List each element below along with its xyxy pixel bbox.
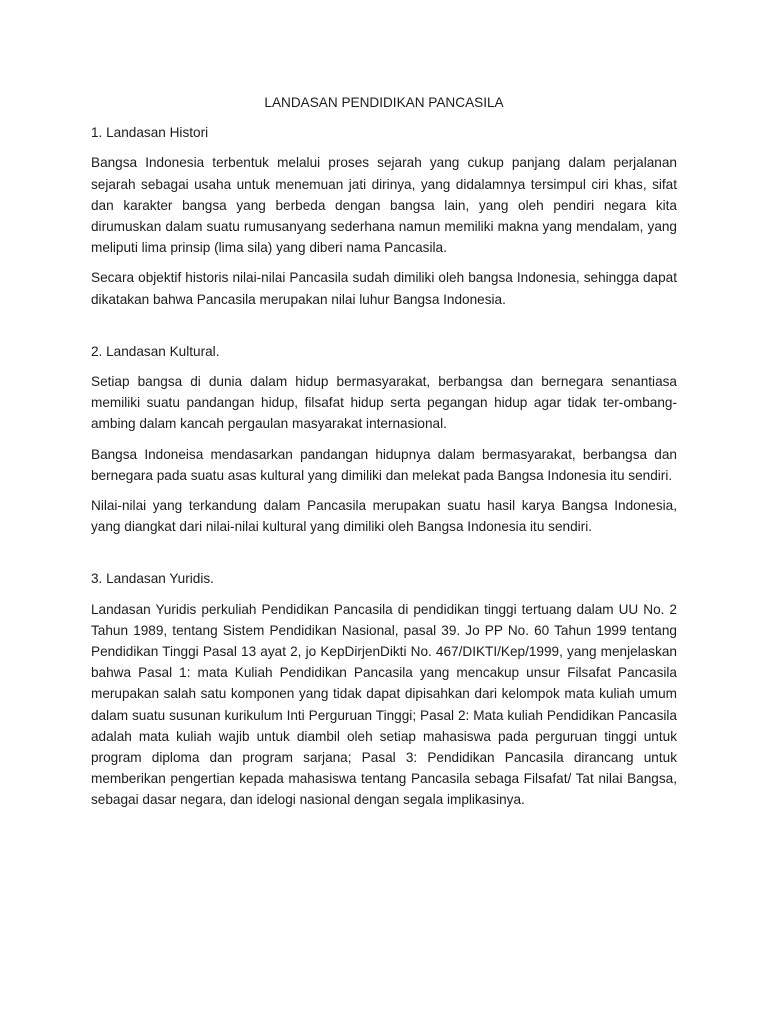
paragraph: Secara objektif historis nilai-nilai Pancasila sudah dimiliki oleh bangsa Indonesia, sehingga dapat dikatakan bahwa Pancasila merupakan nilai luhur Bangsa Indonesia. [91, 270, 677, 307]
section-landasan-histori [91, 122, 677, 310]
paragraph: Nilai-nilai yang terkandung dalam Pancasila merupakan suatu hasil karya Bangsa Indonesia, yang diangkat dari nilai-nilai kultural yang dimiliki oleh Bangsa Indonesia itu sendiri. [91, 498, 677, 535]
section-spacer [91, 546, 677, 568]
section-heading: 1. Landasan Histori [91, 125, 209, 141]
paragraph: Setiap bangsa di dunia dalam hidup bermasyarakat, berbangsa dan bernegara senantiasa memiliki suatu pandangan hidup, filsafat hidup serta pegangan hidup agar tidak ter-ombang-ambing dalam kancah pergaulan masyarakat internasional. [91, 374, 677, 432]
section-heading: 2. Landasan Kultural. [91, 343, 220, 359]
section-landasan-yuridis [91, 568, 677, 810]
paragraph: Bangsa Indoneisa mendasarkan pandangan hidupnya dalam bermasyarakat, berbangsa dan bernegara pada suatu asas kultural yang dimiliki dan melekat pada Bangsa Indonesia itu sendiri. [91, 446, 677, 483]
section-spacer [91, 319, 677, 341]
document-title: LANDASAN PENDIDIKAN PANCASILA [264, 95, 504, 110]
document-page [91, 92, 677, 820]
section-landasan-kultural [91, 341, 677, 538]
paragraph: Bangsa Indonesia terbentuk melalui proses sejarah yang cukup panjang dalam perjalanan sejarah sebagai usaha untuk menemuan jati dirinya, yang didalamnya tersimpul ciri khas, sifat dan karakter bangsa yang berbeda dengan bangsa lain, yang oleh pendiri negara kita dirumuskan dalam suatu rumusanyang sederhana namun memiliki makna yang mendalam, yang meliputi lima prinsip (lima sila) yang diberi nama Pancasila. [91, 155, 677, 256]
paragraph: Landasan Yuridis perkuliah Pendidikan Pancasila di pendidikan tinggi tertuang dalam UU No. 2 Tahun 1989, tentang Sistem Pendidikan Nasional, pasal 39. Jo PP No. 60 Tahun 1999 tentang Pendidikan Tinggi Pasal 13 ayat 2, jo KepDirjenDikti No. 467/DIKTI/Kep/1999, yang menjelaskan bahwa Pasal 1: mata Kuliah Pendidikan Pancasila yang mencakup unsur Filsafat Pancasila merupakan salah satu komponen yang tidak dapat dipisahkan dari kelompok mata kuliah umum dalam suatu susunan kurikulum Inti Perguruan Tinggi; Pasal 2: Mata kuliah Pendidikan Pancasila adalah mata kuliah wajib untuk diambil oleh setiap mahasiswa pada perguruan tinggi untuk program diploma dan program sarjana; Pasal 3: Pendidikan Pancasila dirancang untuk memberikan pengertian kepada mahasiswa tentang Pancasila sebaga Filsafat/ Tat nilai Bangsa, sebagai dasar negara, dan idelogi nasional dengan segala implikasinya. [91, 601, 677, 808]
section-heading: 3. Landasan Yuridis. [91, 571, 214, 587]
